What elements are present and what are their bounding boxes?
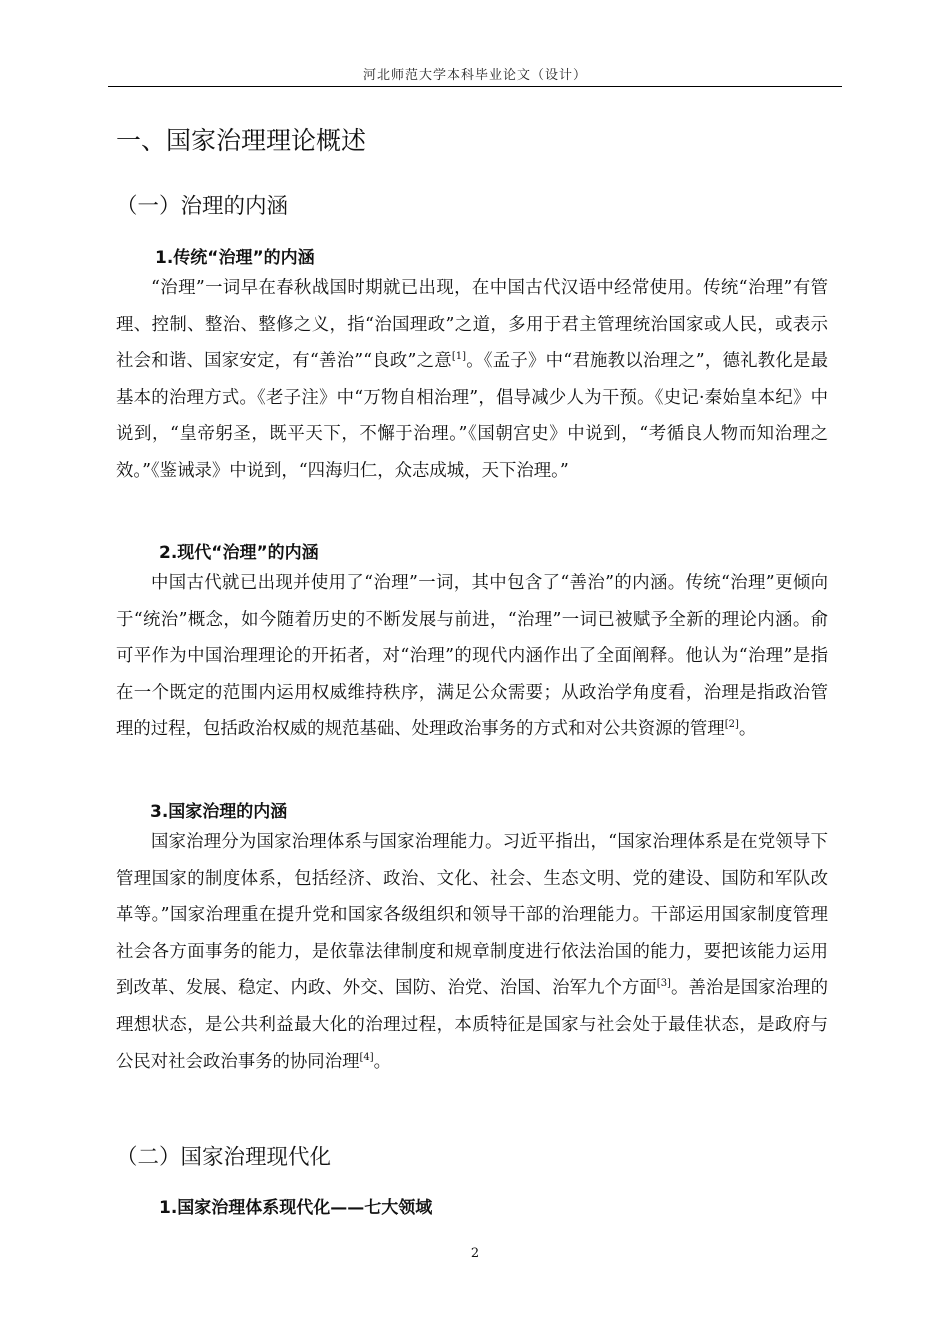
chapter-title: 一、国家治理理论概述 bbox=[116, 126, 367, 155]
paragraph-text: 。 bbox=[373, 1051, 392, 1072]
subsection-title-traditional: 1.传统“治理”的内涵 bbox=[155, 248, 315, 268]
citation-ref[interactable]: [1] bbox=[451, 351, 466, 363]
page-number: 2 bbox=[470, 1246, 480, 1261]
running-header: 河北师范大学本科毕业论文（设计） bbox=[362, 68, 587, 83]
paragraph-text: 。《孟子》中“君施教以治理之”，德礼教化是最基本的治理方式。《老子注》中“万物自相治理”，倡导减少人为干预。《史记·秦始皇本纪》中说到，“皇帝躬圣，既平天下，不懈于治理。”《国朝宫史》中说到，“考循良人物而知治理之效。”《鉴诫录》中说到，“四海归仁，众志成城，天下治理。” bbox=[116, 351, 828, 481]
section-title-modernization: （二）国家治理现代化 bbox=[116, 1145, 332, 1170]
paragraph-text: “治理”一词早在春秋战国时期就已出现，在中国古代汉语中经常使用。传统“治理”有管理、控制、整治、整修之义，指“治国理政”之道，多用于君主管理统治国家或人民，或表示社会和谐、国家安定，有“善治”“良政”之意 bbox=[116, 278, 828, 372]
paragraph-modern bbox=[116, 565, 828, 748]
paragraph-state-governance bbox=[116, 824, 828, 1080]
subsection-title-seven-fields: 1.国家治理体系现代化——七大领域 bbox=[159, 1198, 433, 1218]
citation-ref[interactable]: [3] bbox=[656, 978, 671, 990]
paragraph-traditional bbox=[116, 270, 828, 490]
paragraph-text: 中国古代就已出现并使用了“治理”一词，其中包含了“善治”的内涵。传统“治理”更倾向于“统治”概念，如今随着历史的不断发展与前进，“治理”一词已被赋予全新的理论内涵。俞可平作为中国治理理论的开拓者，对“治理”的现代内涵作出了全面阐释。他认为“治理”是指在一个既定的范围内运用权威维持秩序，满足公众需要；从政治学角度看，治理是指政治管理的过程，包括政治权威的规范基础、处理政治事务的方式和对公共资源的管理 bbox=[116, 573, 828, 740]
citation-ref[interactable]: [4] bbox=[359, 1051, 374, 1063]
subsection-title-modern: 2.现代“治理”的内涵 bbox=[159, 543, 319, 563]
paragraph-text: 。 bbox=[738, 719, 757, 740]
citation-ref[interactable]: [2] bbox=[724, 719, 739, 731]
header-rule bbox=[108, 86, 842, 87]
section-title-governance-meaning: （一）治理的内涵 bbox=[116, 194, 289, 219]
paragraph-text: 国家治理分为国家治理体系与国家治理能力。习近平指出，“国家治理体系是在党领导下管理国家的制度体系，包括经济、政治、文化、社会、生态文明、党的建设、国防和军队改革等。”国家治理重在提升党和国家各级组织和领导干部的治理能力。干部运用国家制度管理社会各方面事务的能力，是依靠法律制度和规章制度进行依法治国的能力，要把该能力运用到改革、发展、稳定、内政、外交、国防、治党、治国、治军九个方面 bbox=[116, 832, 828, 999]
subsection-title-state-governance: 3.国家治理的内涵 bbox=[150, 802, 288, 822]
paragraph-text: 。善治是国家治理的理想状态，是公共利益最大化的治理过程，本质特征是国家与社会处于最佳状态，是政府与公民对社会政治事务的协同治理 bbox=[116, 978, 828, 1072]
